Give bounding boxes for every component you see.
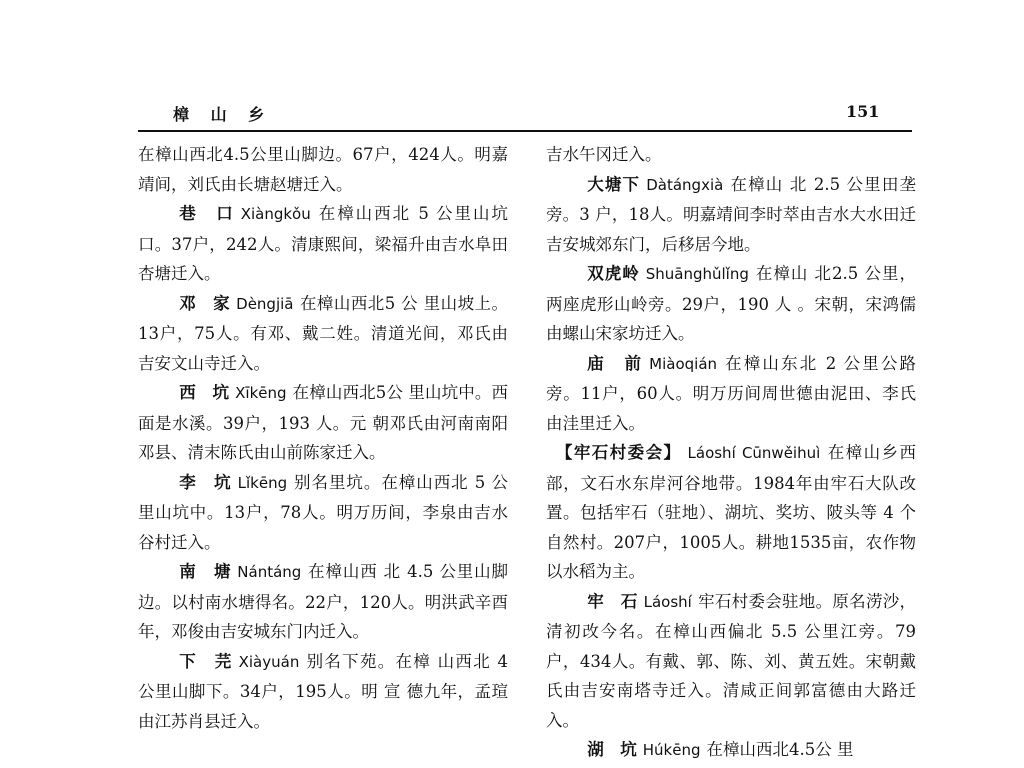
place-name: 下 芫 [179,651,233,671]
place-pinyin: Húkēng [642,741,701,759]
place-description: 在樟山西 北 4.5 公里山脚边。以村南水塘得名。22户，120人。明洪武辛酉年，邓俊由吉安城东门内迁入。 [138,562,508,641]
place-entry [546,170,916,260]
place-description: 在樟山西北5公 里山坑中。西面是水溪。39户，193 人。元 朝邓氏由河南南阳邓县、清末陈氏由山前陈家迁入。 [138,383,508,462]
place-description: 在樟山西北5 公 里山坡上。13户，75人。有邓、戴二姓。清道光间，邓氏由吉安文山寺迁入。 [138,293,508,373]
place-name: 大塘下 [587,174,641,194]
place-entry [138,557,508,647]
header-rule [138,130,912,132]
place-entry [138,289,508,379]
committee-name: 【牢石村委会】 [555,443,682,462]
running-head: 樟 山 乡 [173,105,273,124]
place-description: 别名下苑。在樟 山西北 4 公里山脚下。34户，195人。明 宣 德九年，孟瑄由江苏肖县迁入。 [138,651,508,731]
place-description: 在樟山 北 2.5 公里田垄旁。3 户，18人。明嘉靖间李时萃由吉水大水田迁吉安城郊东门，后移居今地。 [546,174,916,254]
place-name: 牢 石 [587,591,638,611]
place-pinyin: Xiàngkǒu [240,205,311,223]
place-pinyin: Miàoqián [649,354,718,373]
continuation-text: 在樟山西北4.5公里山脚边。67户，424人。明嘉靖间，刘氏由长塘赵塘迁入。 [138,145,508,194]
place-name: 南 塘 [179,562,232,581]
place-name: 西 坑 [179,383,230,402]
place-description: 在樟山西北4.5公 里 [706,740,854,759]
place-description: 在樟山西北 5 公里山坑口。37户，242人。清康熙间，梁福升由吉水阜田杏塘迁入。 [138,204,508,283]
place-entry [138,378,508,468]
place-pinyin: Shuānghǔlǐng [645,265,749,283]
place-entry [546,735,916,766]
place-description: 别名里坑。在樟山西北 5 公里山坑中。13户，78人。明万历间，李泉由吉水谷村迁入。 [138,472,508,552]
place-entry [546,587,916,736]
place-name: 双虎岭 [587,264,640,283]
right-column [546,140,916,766]
page-number: 151 [846,102,880,121]
place-description: 在樟山 北2.5 公里，两座虎形山岭旁。29户，190 人 。宋朝，宋鸿儒由螺山宋家坊迁入。 [546,264,916,343]
place-description: 牢石村委会驻地。原名涝沙，清初改今名。在樟山西偏北 5.5 公里江旁。79户，434人。有戴、郭、陈、刘、黄五姓。宋朝戴氏由吉安南塔寺迁入。清咸正间郭富德由大路迁入。 [546,591,917,730]
place-pinyin: Dàtángxià [646,175,724,194]
place-pinyin: Dèngjiā [236,294,294,313]
place-entry [138,199,508,289]
place-name: 巷 口 [179,204,235,223]
village-committee-entry [546,438,916,587]
place-pinyin: Xīkēng [235,384,287,402]
place-entry [546,259,916,349]
place-name: 邓 家 [179,293,231,313]
committee-description: 在樟山乡西部，文石水东岸河谷地带。1984年由牢石大队改置。包括牢石（驻地）、湖坑、奖坊、陂头等 4 个自然村。207户，1005人。耕地1535亩，农作物以水稻为主。 [546,443,917,581]
place-pinyin: Nántáng [237,563,302,581]
place-name: 湖 坑 [587,740,637,759]
place-pinyin: Láoshí [643,592,692,611]
place-name: 李 坑 [179,472,232,492]
place-name: 庙 前 [587,353,644,373]
place-pinyin: Lǐkēng [237,473,288,492]
place-pinyin: Xiàyuán [238,652,300,671]
place-entry [138,468,508,558]
left-column [138,140,508,736]
continuation-text: 吉水午冈迁入。 [546,145,662,164]
place-entry [546,349,916,439]
place-description: 在樟山东北 2 公里公路旁。11户，60人。明万历间周世德由泥田、李氏由洼里迁入。 [546,353,916,433]
place-entry [138,647,508,737]
committee-pinyin: Láoshí Cūnwěihuì [687,444,821,462]
